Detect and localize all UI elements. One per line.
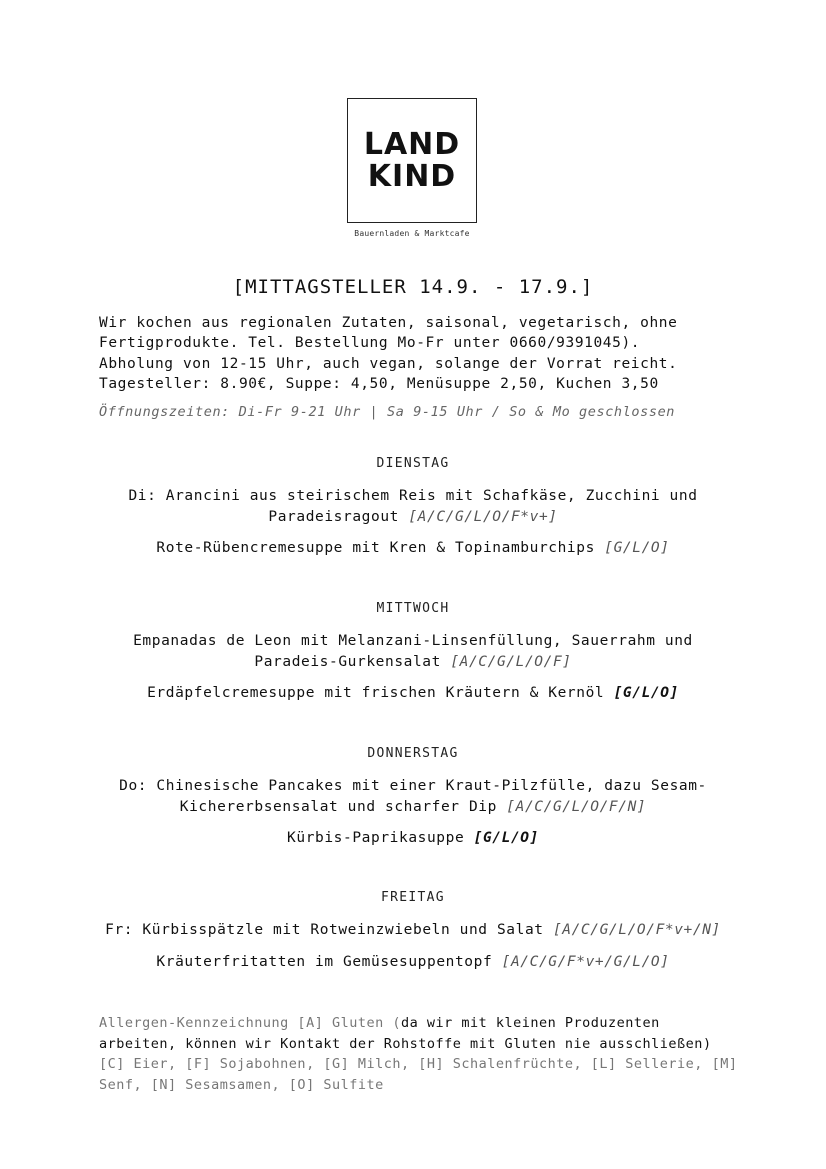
day-heading-dienstag: DIENSTAG [376,456,450,471]
logo-word-land: LAND [363,126,461,162]
allergen-codes: [G/L/O] [604,540,670,556]
logo-word-kind: KIND [367,158,457,194]
day-heading-donnerstag: DONNERSTAG [367,746,459,761]
dish-line: Kräuterfritatten im Gemüsesuppentopf [A/C/G/F*v+/G/L/O] [156,954,670,970]
logo [347,98,477,223]
dish-line: Rote-Rübencremesuppe mit Kren & Topinamburchips [G/L/O] [156,540,670,556]
dish-line: Kürbis-Paprikasuppe [G/L/O] [287,830,539,846]
legend-line: Senf, [N] Sesamsamen, [O] Sulfite [99,1076,384,1093]
soup-freitag [60,952,766,973]
legend-line: Allergen-Kennzeichnung [A] Gluten (da wir mit kleinen Produzenten [99,1015,660,1031]
main-dish-mittwoch [60,631,766,672]
dish-line: Paradeis-Gurkensalat [A/C/G/L/O/F] [254,653,572,670]
intro-line: Wir kochen aus regionalen Zutaten, saisonal, vegetarisch, ohne [99,315,678,331]
allergen-codes: [A/C/G/L/O/F/N] [506,798,647,815]
opening-hours: Öffnungszeiten: Di-Fr 9-21 Uhr | Sa 9-15 Uhr / So & Mo geschlossen [99,404,676,420]
logo-subtitle: Bauernladen & Marktcafe [354,229,470,238]
allergen-codes: [G/L/O] [613,685,679,701]
soup-mittwoch [60,683,766,704]
allergen-codes: [A/C/G/L/O/F*v+] [408,508,558,525]
intro-line: Tagesteller: 8.90€, Suppe: 4,50, Menüsuppe 2,50, Kuchen 3,50 [99,375,659,392]
legend-line: [C] Eier, [F] Sojabohnen, [G] Milch, [H] Schalenfrüchte, [L] Sellerie, [M] [99,1056,738,1072]
allergen-legend [99,1013,739,1095]
day-heading-mittwoch: MITTWOCH [376,601,450,616]
intro-line: Abholung von 12-15 Uhr, auch vegan, solange der Vorrat reicht. [99,355,678,372]
main-dish-dienstag [60,486,766,527]
allergen-codes: [A/C/G/L/O/F] [450,653,572,670]
main-dish-freitag [60,920,766,941]
soup-dienstag [60,538,766,559]
dish-line: Empanadas de Leon mit Melanzani-Linsenfüllung, Sauerrahm und [133,633,693,649]
dish-line: Kichererbsensalat und scharfer Dip [A/C/G/L/O/F/N] [179,798,647,815]
dish-line: Di: Arancini aus steirischem Reis mit Schafkäse, Zucchini und [128,488,698,504]
main-dish-donnerstag [60,776,766,817]
dish-line: Paradeisragout [A/C/G/L/O/F*v+] [268,508,558,525]
intro-text [99,313,739,394]
dish-line: Do: Chinesische Pancakes mit einer Kraut-Pilzfülle, dazu Sesam- [119,778,707,794]
dish-line: Erdäpfelcremesuppe mit frischen Kräutern & Kernöl [G/L/O] [147,685,679,701]
dish-line: Fr: Kürbisspätzle mit Rotweinzwiebeln und Salat [A/C/G/L/O/F*v+/N] [105,922,721,938]
legend-line: arbeiten, können wir Kontakt der Rohstoffe mit Gluten nie ausschließen) [99,1035,712,1052]
intro-line: Fertigprodukte. Tel. Bestellung Mo-Fr unter 0660/9391045). [99,335,641,352]
page-title: [MITTAGSTELLER 14.9. - 17.9.] [232,276,594,298]
soup-donnerstag [60,828,766,849]
day-heading-freitag: FREITAG [381,890,445,905]
allergen-codes: [A/C/G/F*v+/G/L/O] [501,954,670,970]
allergen-codes: [A/C/G/L/O/F*v+/N] [552,922,721,938]
allergen-codes: [G/L/O] [473,830,539,846]
